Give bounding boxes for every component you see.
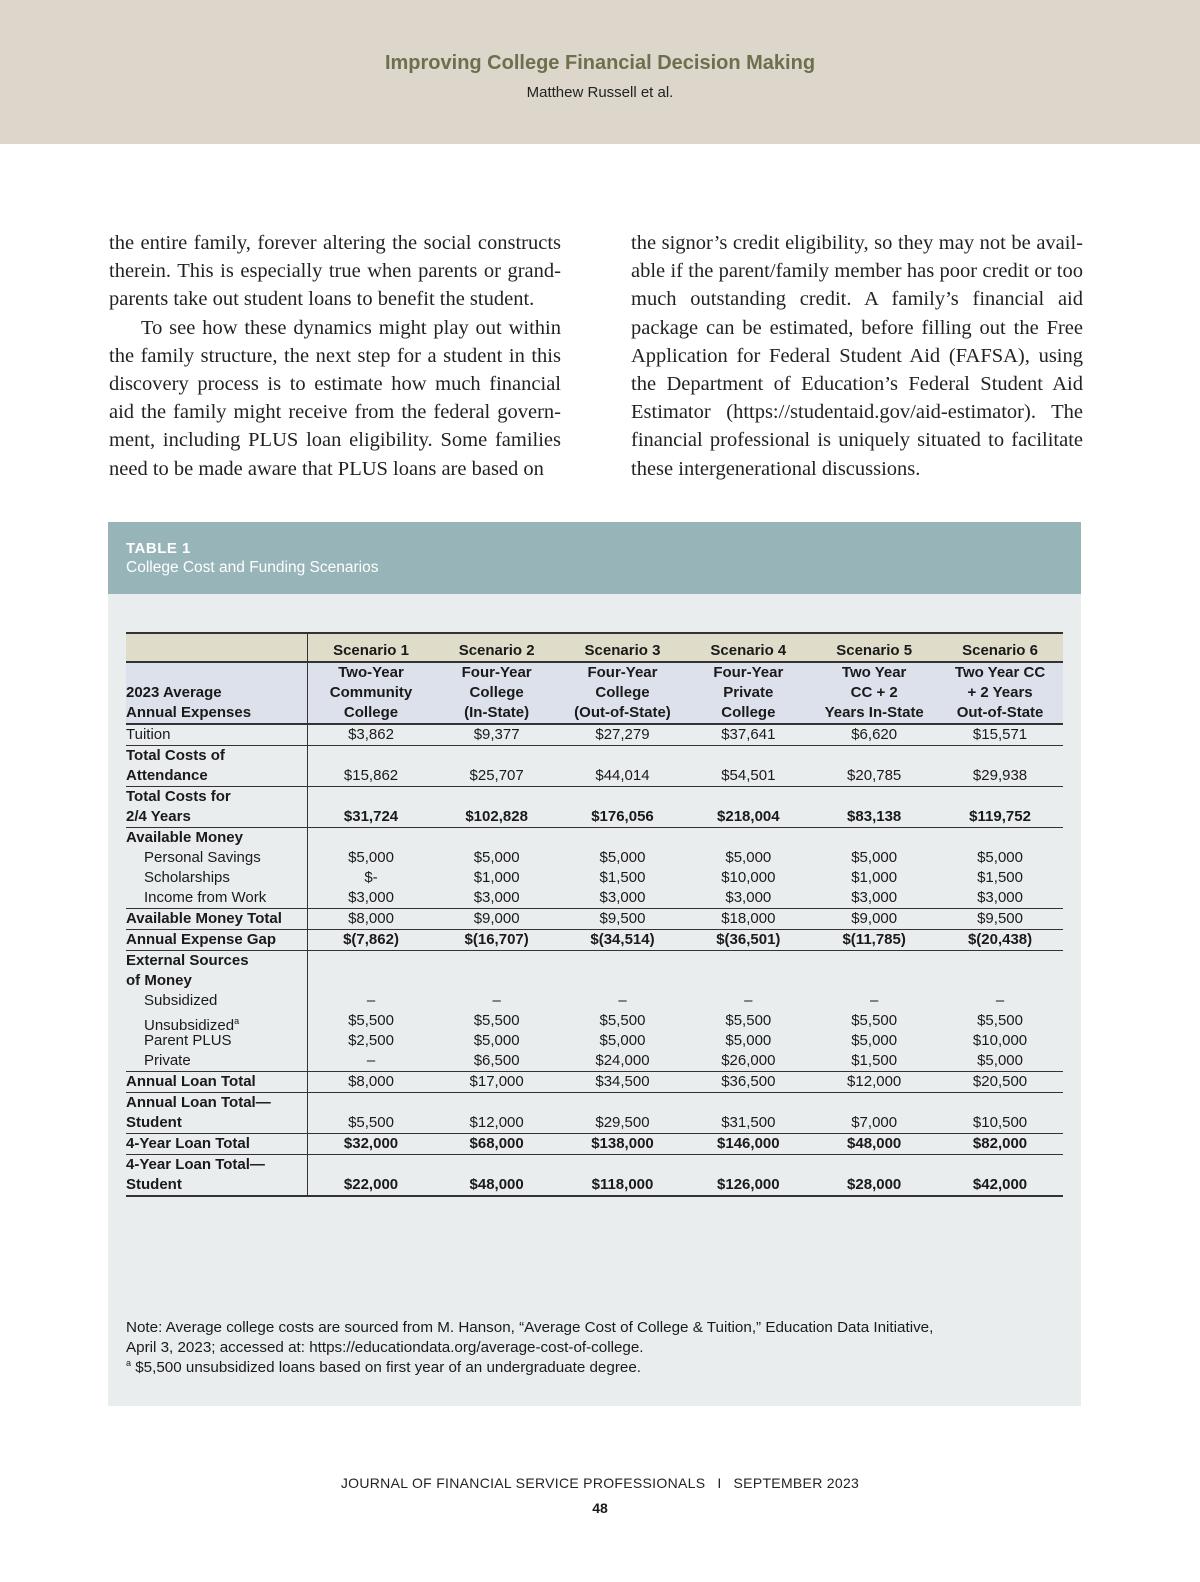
table-cell: $10,500: [937, 1093, 1063, 1134]
table-cell: $31,500: [685, 1093, 811, 1134]
table-cell: $126,000: [685, 1155, 811, 1197]
table-cell: $54,501: [685, 746, 811, 787]
table-row-annual-loan-student: [126, 1093, 1063, 1134]
table-cell: $15,571: [937, 724, 1063, 746]
table-cell: $146,000: [685, 1134, 811, 1155]
row-label: Annual Loan Total: [126, 1072, 308, 1093]
table-cell: – $5,500 $5,000 $26,000: [685, 951, 811, 1072]
table-cell: – $5,500 $2,500 –: [308, 951, 434, 1072]
scenario-description: Two Year CC + 2 Years Out-of-State: [937, 662, 1063, 724]
scenario-header: Scenario 3: [560, 633, 686, 662]
table-cell: $118,000: [560, 1155, 686, 1197]
footnote: $^a$ $5,500 unsubsidized loans based on first year of an undergraduate degree.: [126, 1357, 641, 1376]
table-cell: $44,014: [560, 746, 686, 787]
paragraph: the entire family, forever altering the social constructs therein. This is especially true when parents or grand-parents take out student loans to benefit the student.: [109, 232, 561, 311]
table-cell: $138,000: [560, 1134, 686, 1155]
table-cell: $27,279: [560, 724, 686, 746]
body-column-left: [109, 229, 561, 483]
table-cell: $5,000 $1,000 $3,000: [811, 828, 937, 909]
table-caption: College Cost and Funding Scenarios: [126, 559, 379, 576]
table-cell: $6,620: [811, 724, 937, 746]
corner-cell: [126, 633, 308, 662]
body-column-right: [631, 229, 1083, 483]
table-cell: $18,000: [685, 909, 811, 930]
table-row-external-sources: [126, 951, 1063, 1072]
table-cell: $22,000: [308, 1155, 434, 1197]
table-cell: – $5,500 $5,000 $24,000: [560, 951, 686, 1072]
article-title: Improving College Financial Decision Making: [384, 52, 816, 74]
table-row-available-total: [126, 909, 1063, 930]
table-cell: $5,000 $10,000 $3,000: [685, 828, 811, 909]
article-author: Matthew Russell et al.: [526, 84, 674, 101]
table-cell: $15,862: [308, 746, 434, 787]
scenario-header: Scenario 4: [685, 633, 811, 662]
table-cell: $218,004: [685, 787, 811, 828]
table-cell: $20,785: [811, 746, 937, 787]
table-cell: $176,056: [560, 787, 686, 828]
journal-name: JOURNAL OF FINANCIAL SERVICE PROFESSIONALS: [340, 1475, 706, 1491]
table-row-available-money: [126, 828, 1063, 909]
table-title-band: [108, 522, 1081, 594]
table-cell: $8,000: [308, 1072, 434, 1093]
table-row-total-years: [126, 787, 1063, 828]
paragraph: the signor’s credit eligibility, so they may not be avail-able if the parent/family member has poor credit or too much outstanding credit. A family’s financial aid package can be estimated, before filling out the Free Application for Federal Student Aid (FAFSA), using the Department of Education’s Federal Student Aid Estimator (https://studentaid.gov/aid-estimator). The financial professional is uniquely situated to facilitate these intergenerational discussions.: [631, 232, 1083, 480]
table-cell: $12,000: [434, 1093, 560, 1134]
row-header: 2023 Average Annual Expenses: [126, 662, 308, 724]
table-note: [126, 1318, 1066, 1378]
table-cell: – $5,500 $5,000 $6,500: [434, 951, 560, 1072]
table-cell: $(16,707): [434, 930, 560, 951]
table-cell: $42,000: [937, 1155, 1063, 1197]
table-cell: $29,500: [560, 1093, 686, 1134]
scenario-header: Scenario 6: [937, 633, 1063, 662]
table-cell: $82,000: [937, 1134, 1063, 1155]
scenario-header: Scenario 1: [308, 633, 434, 662]
table-cell: $(34,514): [560, 930, 686, 951]
scenario-header-row: [126, 633, 1063, 662]
table-cell: $102,828: [434, 787, 560, 828]
issue-date: SEPTEMBER 2023: [733, 1475, 860, 1491]
table-cell: $9,000: [434, 909, 560, 930]
table-cell: $25,707: [434, 746, 560, 787]
table-cell: $9,377: [434, 724, 560, 746]
row-label: Available Money Total: [126, 909, 308, 930]
table-cell: $5,000 $- $3,000: [308, 828, 434, 909]
table-row-expense-gap: [126, 930, 1063, 951]
footer-separator: I: [717, 1475, 722, 1491]
table-cell: $5,500: [308, 1093, 434, 1134]
scenario-description: Four-Year College (In-State): [434, 662, 560, 724]
table-cell: $119,752: [937, 787, 1063, 828]
table-cell: $20,500: [937, 1072, 1063, 1093]
table-cell: $12,000: [811, 1072, 937, 1093]
table-cell: $(36,501): [685, 930, 811, 951]
table-cell: $(7,862): [308, 930, 434, 951]
row-label: Total Costs of Attendance: [126, 746, 308, 787]
table-cell: $68,000: [434, 1134, 560, 1155]
page-number: 48: [592, 1500, 608, 1516]
table-cell: $5,000 $1,500 $3,000: [937, 828, 1063, 909]
table-cell: $36,500: [685, 1072, 811, 1093]
table-cell: $32,000: [308, 1134, 434, 1155]
table-cell: $34,500: [560, 1072, 686, 1093]
scenario-description: Two-Year Community College: [308, 662, 434, 724]
table-cell: $3,862: [308, 724, 434, 746]
table-cell: $9,500: [937, 909, 1063, 930]
table-cell: $17,000: [434, 1072, 560, 1093]
funding-table: [126, 632, 1063, 1197]
row-label: Tuition: [126, 724, 308, 746]
paragraph: To see how these dynamics might play out within the family structure, the next step for a student in this discovery process is to estimate how much financial aid the family might receive from the federal govern-ment, including PLUS loan eligibility. Some families need to be made aware that PLUS loans are based on: [109, 316, 561, 480]
row-label: Total Costs for 2/4 Years: [126, 787, 308, 828]
row-label: External Sources of Money Subsidized Unsubsidized$^a$ Parent PLUS Private: [126, 951, 308, 1072]
description-row: [126, 662, 1063, 724]
row-label: Annual Loan Total— Student: [126, 1093, 308, 1134]
table-figure: [108, 522, 1081, 1406]
row-label: Available Money Personal Savings Scholarships Income from Work: [126, 828, 308, 909]
table-cell: $48,000: [811, 1134, 937, 1155]
scenario-header: Scenario 5: [811, 633, 937, 662]
table-row-four-year-loan: [126, 1134, 1063, 1155]
note-line: Note: Average college costs are sourced from M. Hanson, “Average Cost of College & Tuition,” Education Data Initiative,: [126, 1319, 934, 1336]
row-label: Annual Expense Gap: [126, 930, 308, 951]
table-cell: $83,138: [811, 787, 937, 828]
table-cell: $9,500: [560, 909, 686, 930]
table-cell: $5,000 $1,500 $3,000: [560, 828, 686, 909]
table-cell: $8,000: [308, 909, 434, 930]
running-header: [0, 0, 1200, 144]
table-cell: $37,641: [685, 724, 811, 746]
page-footer: [0, 1475, 1200, 1491]
table-label: TABLE 1: [126, 540, 191, 557]
row-label: 4-Year Loan Total: [126, 1134, 308, 1155]
note-line: April 3, 2023; accessed at: https://educationdata.org/average-cost-of-college.: [126, 1339, 644, 1356]
table-cell: $(11,785): [811, 930, 937, 951]
table-cell: – $5,500 $10,000 $5,000: [937, 951, 1063, 1072]
scenario-header: Scenario 2: [434, 633, 560, 662]
scenario-description: Four-Year Private College: [685, 662, 811, 724]
table-cell: $(20,438): [937, 930, 1063, 951]
table-cell: $31,724: [308, 787, 434, 828]
scenario-description: Four-Year College (Out-of-State): [560, 662, 686, 724]
table-cell: $29,938: [937, 746, 1063, 787]
table-row-tuition: [126, 724, 1063, 746]
table-row-four-year-student: [126, 1155, 1063, 1197]
table-row-total-attendance: [126, 746, 1063, 787]
table-cell: $48,000: [434, 1155, 560, 1197]
scenario-description: Two Year CC + 2 Years In-State: [811, 662, 937, 724]
table-cell: – $5,500 $5,000 $1,500: [811, 951, 937, 1072]
table-cell: $7,000: [811, 1093, 937, 1134]
table-cell: $9,000: [811, 909, 937, 930]
table-row-annual-loan-total: [126, 1072, 1063, 1093]
table-cell: $5,000 $1,000 $3,000: [434, 828, 560, 909]
row-label: 4-Year Loan Total— Student: [126, 1155, 308, 1197]
table-cell: $28,000: [811, 1155, 937, 1197]
